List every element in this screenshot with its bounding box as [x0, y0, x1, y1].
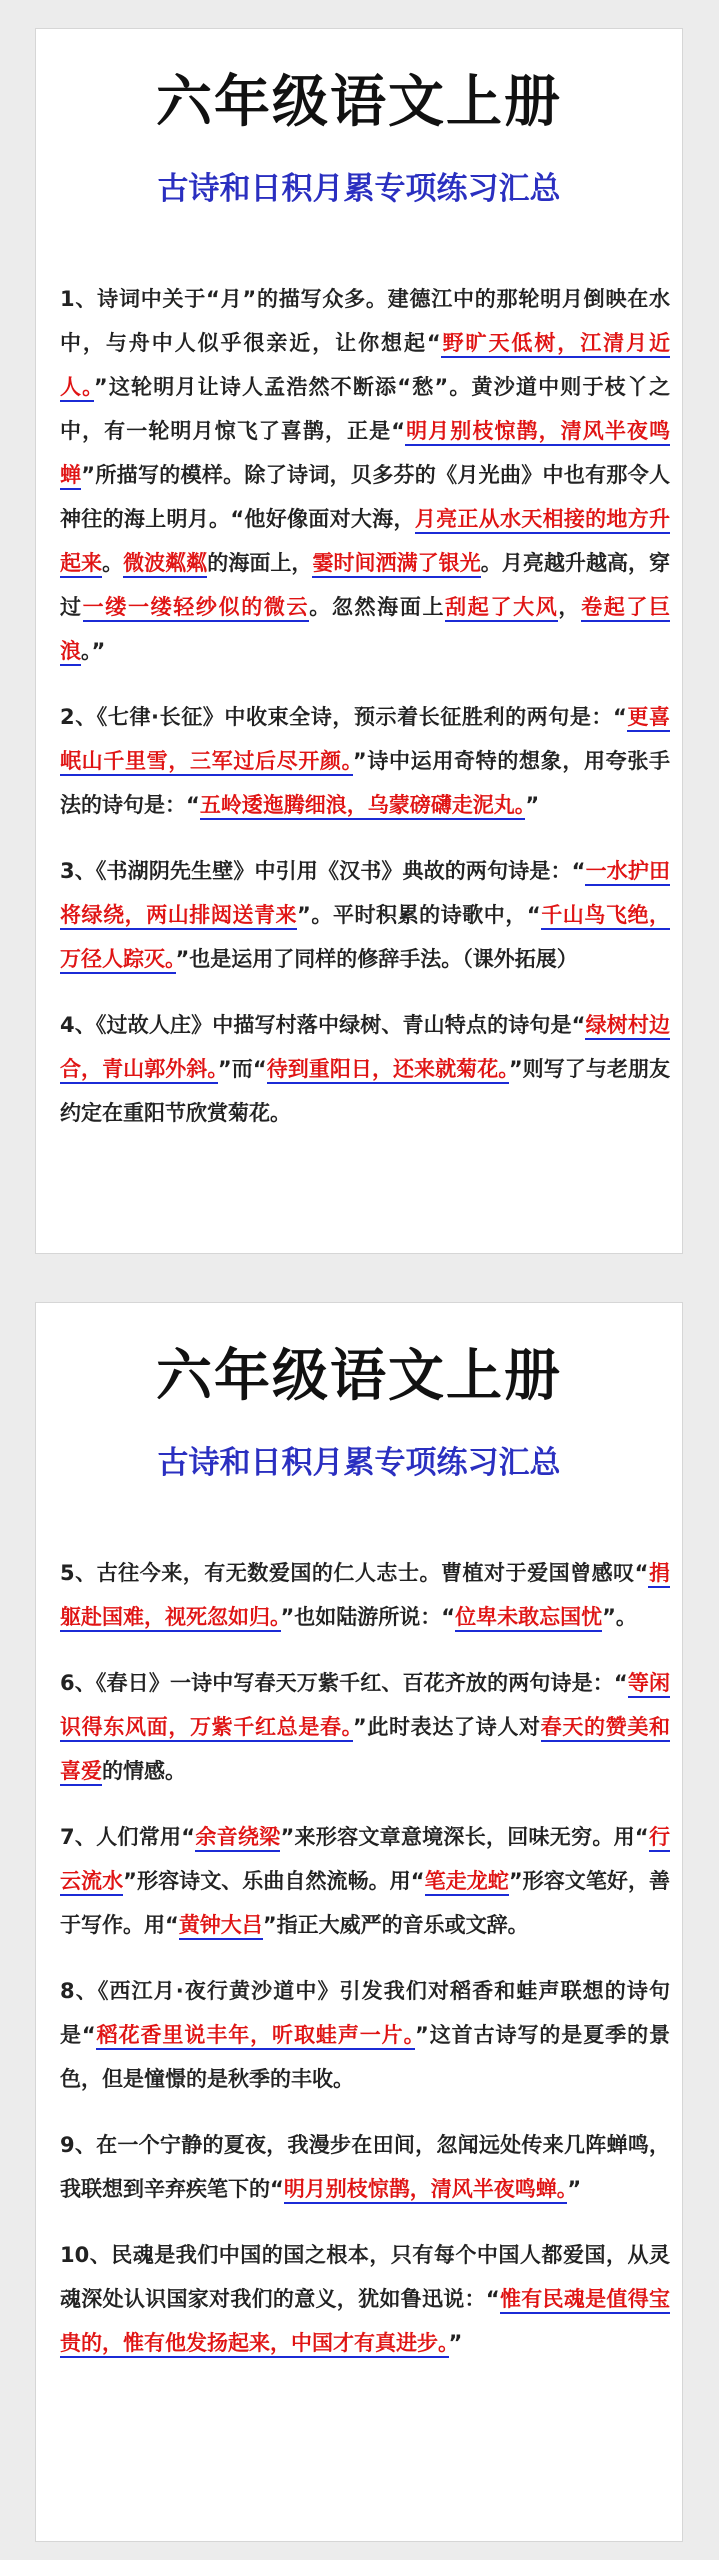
exercise-item: [60, 2123, 670, 2211]
answer-highlight: 野旷天低树，江清月近人。: [60, 331, 670, 402]
exercise-text: 10、民魂是我们中国的国之根本，只有每个中国人都爱国，从灵魂深处认识国家对我们的意义，犹如鲁迅说：“: [60, 2243, 670, 2311]
exercise-text: 。: [102, 551, 124, 575]
answer-highlight: 五岭逶迤腾细浪，乌蒙磅礴走泥丸。: [200, 793, 526, 820]
exercise-text: 。月亮越升越高，穿过: [60, 551, 671, 619]
exercise-text: 5、古往今来，有无数爱国的仁人志士。曹植对于爱国曾感叹“: [60, 1561, 649, 1585]
exercise-text: ”形容文笔好，善于写作。用“: [60, 1869, 671, 1937]
exercise-item: [60, 1969, 670, 2101]
exercise-item: [60, 277, 670, 673]
answer-highlight: 黄钟大吕: [179, 1913, 263, 1940]
page-subtitle: 古诗和日积月累专项练习汇总: [157, 1445, 561, 1481]
answer-highlight: 明月别枝惊鹊，清风半夜鸣蝉: [60, 419, 670, 490]
exercise-text: ”这轮明月让诗人孟浩然不断添“愁”。黄沙道中则于枝丫之中，有一轮明月惊飞了喜鹊，正是“: [60, 375, 671, 443]
exercise-text: 的海面上，: [207, 551, 313, 575]
answer-highlight: 更喜岷山千里雪，三军过后尽开颜。: [60, 705, 670, 776]
exercise-text: 9、在一个宁静的夏夜，我漫步在田间，忽闻远处传来几阵蝉鸣，我联想到辛弃疾笔下的“: [60, 2133, 670, 2201]
answer-highlight: 微波粼粼: [123, 551, 207, 578]
exercise-text: ”: [567, 2177, 582, 2201]
answer-highlight: 余音绕梁: [195, 1825, 280, 1852]
exercise-item: [60, 2233, 670, 2365]
exercise-item: [60, 849, 670, 981]
exercise-text: ”: [525, 793, 540, 817]
answer-highlight: 明月别枝惊鹊，清风半夜鸣蝉。: [284, 2177, 568, 2204]
exercise-text: 。忽然海面上: [309, 595, 446, 619]
exercise-text: 2、《七律·长征》中收束全诗，预示着长征胜利的两句是：“: [60, 705, 627, 729]
answer-highlight: 一缕一缕轻纱似的微云: [83, 595, 310, 622]
exercise-text: 4、《过故人庄》中描写村落中绿树、青山特点的诗句是“: [60, 1013, 586, 1037]
answer-highlight: 刮起了大风: [445, 595, 558, 622]
exercise-text: ”来形容文章意境深长，回味无穷。用“: [280, 1825, 649, 1849]
exercise-list: [36, 1485, 682, 2365]
exercise-item: [60, 1815, 670, 1947]
answer-highlight: 待到重阳日，还来就菊花。: [267, 1057, 509, 1084]
answer-highlight: 绿树村边合，青山郭外斜。: [60, 1013, 670, 1084]
answer-highlight: 捐躯赴国难，视死忽如归。: [60, 1561, 670, 1632]
answer-highlight: 千山鸟飞绝，万径人踪灭。: [60, 903, 670, 974]
exercise-text: ”: [448, 2331, 463, 2355]
answer-highlight: 行云流水: [60, 1825, 670, 1896]
exercise-item: [60, 695, 670, 827]
answer-highlight: 笔走龙蛇: [425, 1869, 509, 1896]
exercise-text: 。”: [81, 639, 106, 663]
exercise-text: ”也是运用了同样的修辞手法。（课外拓展）: [175, 947, 578, 971]
answer-highlight: 卷起了巨浪: [60, 595, 670, 666]
answer-highlight: 惟有民魂是值得宝贵的，惟有他发扬起来，中国才有真进步。: [60, 2287, 670, 2358]
exercise-text: ”这首古诗写的是夏季的景色，但是憧憬的是秋季的丰收。: [60, 2023, 670, 2091]
exercise-text: ”所描写的模样。除了诗词，贝多芬的《月光曲》中也有那令人神往的海上明月。“他好像面对大海，: [60, 463, 670, 531]
exercise-item: [60, 1551, 670, 1639]
exercise-text: 6、《春日》一诗中写春天万紫千红、百花齐放的两句诗是：“: [60, 1671, 628, 1695]
exercise-list: [36, 211, 682, 1135]
worksheet-page-2: [35, 1302, 683, 2542]
answer-highlight: 月亮正从水天相接的地方升起来: [60, 507, 670, 578]
exercise-item: [60, 1003, 670, 1135]
exercise-text: ”。平时积累的诗歌中，“: [297, 903, 541, 927]
exercise-text: ”指正大威严的音乐或文辞。: [262, 1913, 529, 1937]
worksheet-page-1: [35, 28, 683, 1254]
page-subtitle: 古诗和日积月累专项练习汇总: [157, 171, 561, 207]
exercise-text: ”则写了与老朋友约定在重阳节欣赏菊花。: [60, 1057, 670, 1125]
answer-highlight: 霎时间洒满了银光: [312, 551, 480, 578]
exercise-text: ，: [558, 595, 582, 619]
answer-highlight: 一水护田将绿绕，两山排闼送青来: [60, 859, 670, 930]
exercise-text: ”形容诗文、乐曲自然流畅。用“: [123, 1869, 425, 1893]
exercise-text: ”也如陆游所说：“: [280, 1605, 456, 1629]
exercise-text: ”而“: [217, 1057, 267, 1081]
exercise-text: ”此时表达了诗人对: [352, 1715, 541, 1739]
page-title: 六年级语文上册: [156, 1343, 562, 1409]
answer-highlight: 等闲识得东风面，万紫千红总是春。: [60, 1671, 670, 1742]
exercise-text: 3、《书湖阴先生壁》中引用《汉书》典故的两句诗是：“: [60, 859, 586, 883]
exercise-text: 1、诗词中关于“月”的描写众多。建德江中的那轮明月倒映在水中，与舟中人似乎很亲近，让你想起“: [60, 287, 670, 355]
answer-highlight: 位卑未敢忘国忧: [455, 1605, 602, 1632]
exercise-text: 8、《西江月·夜行黄沙道中》引发我们对稻香和蛙声联想的诗句是“: [60, 1979, 670, 2047]
exercise-text: 的情感。: [102, 1759, 186, 1783]
exercise-text: ”。: [602, 1605, 637, 1629]
exercise-item: [60, 1661, 670, 1793]
answer-highlight: 稻花香里说丰年，听取蛙声一片。: [96, 2023, 415, 2050]
exercise-text: 7、人们常用“: [60, 1825, 196, 1849]
answer-highlight: 春天的赞美和喜爱: [60, 1715, 670, 1786]
exercise-text: ”诗中运用奇特的想象，用夸张手法的诗句是：“: [60, 749, 670, 817]
page-title: 六年级语文上册: [156, 69, 562, 135]
